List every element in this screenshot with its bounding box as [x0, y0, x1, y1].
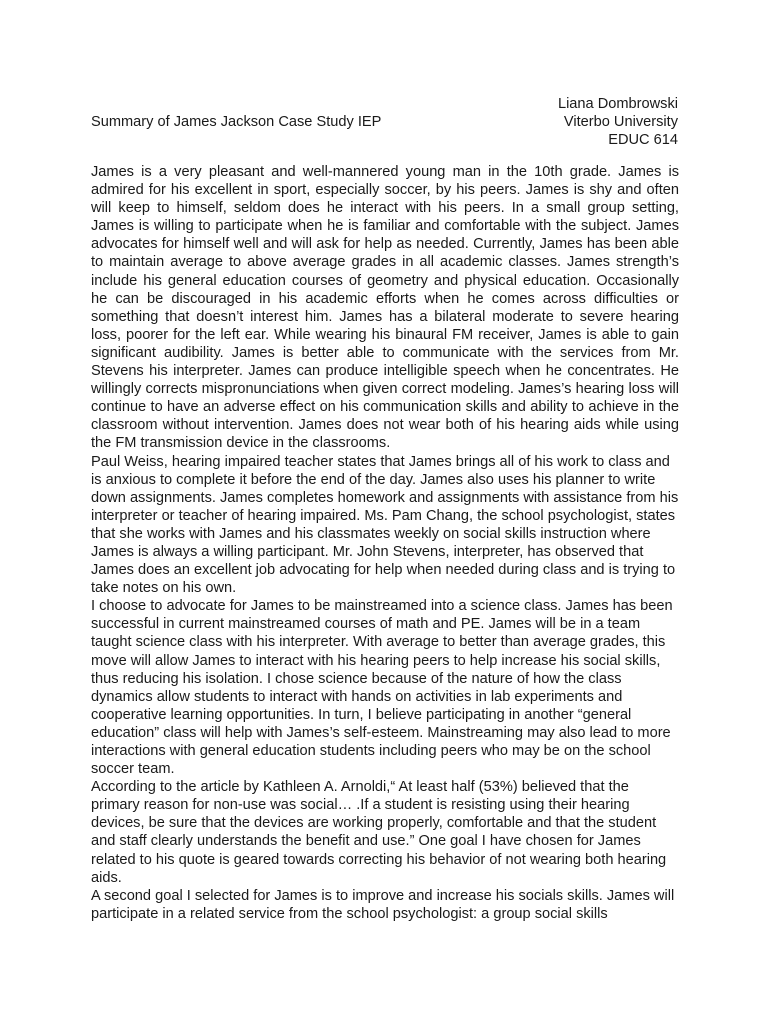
author-block: [558, 95, 678, 149]
paragraph-article-quote: According to the article by Kathleen A. Arnoldi,“ At least half (53%) believed that the primary reason for non-use was social… .If a student is resisting using their hearing devices, be sure that the devices are working properly, comfortable and that the student and staff clearly understands the benefit and use.” One goal I have chosen for James related to his quote is geared towards correcting his behavior of not wearing both hearing aids.: [91, 779, 667, 886]
paragraph-mainstreaming: I choose to advocate for James to be mainstreamed into a science class. James has been successful in current mainstreamed courses of math and PE. James will be in a team taught science class with his interpreter. With average to better than average grades, this move will allow James to interact with his hearing peers to help increase his social skills, thus reducing his isolation. I chose science because of the nature of how the class dynamics allow students to interact with hands on activities in lab experiments and cooperative learning opportunities. In turn, I believe participating in another “general education” class will help with James’s self-esteem. Mainstreaming may also lead to more interactions with general education students including peers who may be on the school soccer team.: [91, 598, 673, 778]
course-code: EDUC 614: [608, 132, 678, 148]
paragraph-student-profile: James is a very pleasant and well-mannered young man in the 10th grade. James is admired for his excellent in sport, especially soccer, by his peers. James is shy and often will keep to himself, seldom does he interact with his peers. In a small group setting, James is willing to participate when he is familiar and comfortable with the subject. James advocates for himself well and will ask for help as needed. Currently, James has been able to maintain average to above average grades in all academic classes. James strength’s include his general education courses of geometry and physical education. Occasionally he can be discouraged in his academic efforts when he comes across difficulties or something that doesn’t interest him. James has a bilateral moderate to severe hearing loss, poorer for the left ear. While wearing his binaural FM receiver, James is able to gain significant audibility. James is better able to communicate with the services from Mr. Stevens his interpreter. James can produce intelligible speech when he concentrates. He willingly corrects mispronunciations when given correct modeling. James’s hearing loss will continue to have an adverse effect on his communication skills and ability to achieve in the classroom without intervention. James does not wear both of his hearing aids while using the FM transmission device in the classrooms.: [91, 164, 679, 452]
document-body: [91, 163, 679, 923]
paragraph-staff-observations: Paul Weiss, hearing impaired teacher states that James brings all of his work to class and is anxious to complete it before the end of the day. James also uses his planner to write down assignments. James completes homework and assignments with assistance from his interpreter or teacher of hearing impaired. Ms. Pam Chang, the school psychologist, states that she works with James and his classmates weekly on social skills instruction where James is always a willing participant. Mr. John Stevens, interpreter, has observed that James does an excellent job advocating for help when needed during class and is trying to take notes on his own.: [91, 453, 679, 597]
institution-name: Viterbo University: [563, 114, 678, 130]
document-title: Summary of James Jackson Case Study IEP: [91, 114, 382, 130]
paragraph-second-goal: A second goal I selected for James is to improve and increase his socials skills. James will participate in a related service from the school psychologist: a group social skills: [91, 887, 675, 922]
author-name: Liana Dombrowski: [557, 96, 678, 112]
